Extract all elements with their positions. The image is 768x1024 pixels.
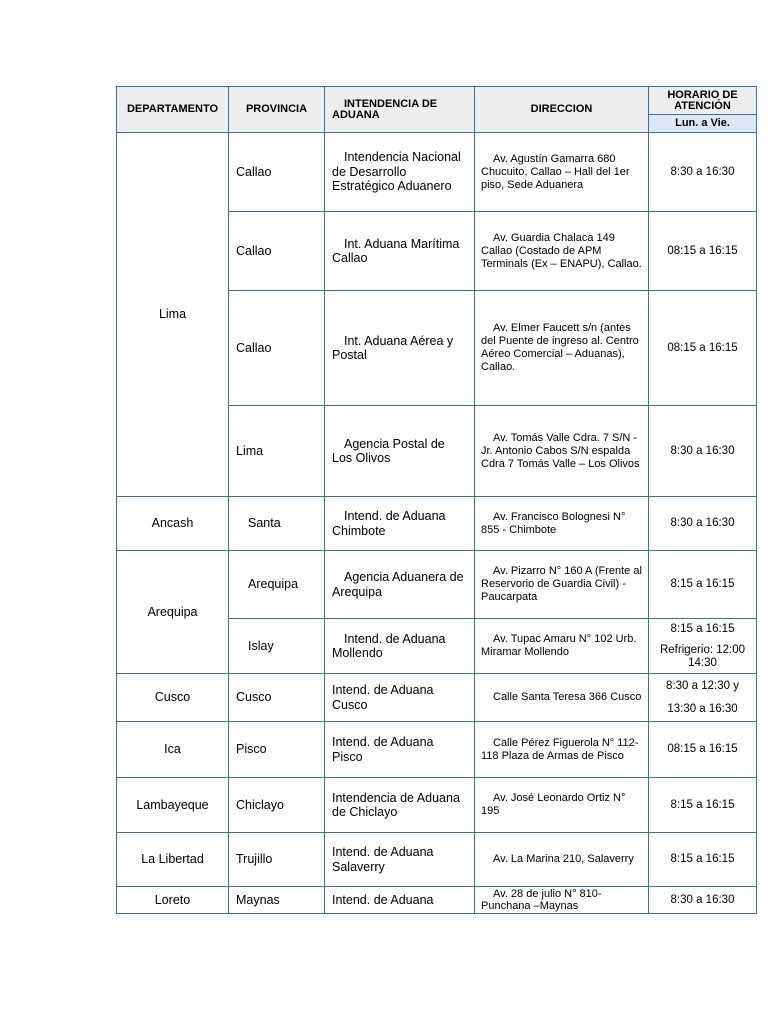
intendencia-cell <box>325 133 475 212</box>
direccion-cell <box>475 619 649 674</box>
intendencia-text: Int. Aduana Marítima Callao <box>332 236 460 265</box>
provincia-cell: Trujillo <box>229 833 325 887</box>
intendencia-cell <box>325 406 475 497</box>
departamento-cell: La Libertad <box>117 833 229 887</box>
horario-cell: 08:15 a 16:15 <box>649 212 757 291</box>
direccion-cell <box>475 833 649 887</box>
departamento-cell: Lambayeque <box>117 778 229 833</box>
provincia-cell: Callao <box>229 212 325 291</box>
provincia-cell: Pisco <box>229 722 325 778</box>
intendencia-cell: Intend. de Aduana Salaverry <box>325 833 475 887</box>
intendencia-cell <box>325 497 475 551</box>
provincia-cell: Lima <box>229 406 325 497</box>
direccion-cell <box>475 551 649 619</box>
header-horario: HORARIO DE ATENCIÓN <box>649 87 757 115</box>
header-intendencia-text: INTENDENCIA DE ADUANA <box>332 97 438 121</box>
horario-cell: 8:15 a 16:15 <box>649 551 757 619</box>
horario-text: 8:30 a 12:30 y <box>666 679 739 692</box>
direccion-cell <box>475 291 649 406</box>
table-row <box>117 887 757 914</box>
direccion-text: Av. Elmer Faucett s/n (antes del Puente de ingreso al. Centro Aéreo Comercial – Aduanas), Callao. <box>481 322 639 373</box>
provincia-cell: Santa <box>229 497 325 551</box>
horario-cell: 8:30 a 16:30 <box>649 133 757 212</box>
intendencia-cell: Intendencia de Aduana de Chiclayo <box>325 778 475 833</box>
direccion-text: Av. 28 de julio N° 810- Punchana –Maynas <box>481 888 602 912</box>
direccion-text: Av. Tomás Valle Cdra. 7 S/N - Jr. Antonio Cabos S/N espalda Cdra 7 Tomás Valle – Los Olivos <box>481 431 640 470</box>
horario-cell: 08:15 a 16:15 <box>649 291 757 406</box>
table-row <box>117 722 757 778</box>
intendencia-text: Agencia Postal de Los Olivos <box>332 436 445 465</box>
horario-cell: 8:30 a 16:30 <box>649 406 757 497</box>
provincia-cell: Callao <box>229 291 325 406</box>
direccion-text: Av. Pizarro N° 160 A (Frente al Reservorio de Guardia Civil) - Paucarpata <box>481 565 642 603</box>
intendencia-cell: Intend. de Aduana Cusco <box>325 674 475 722</box>
intendencia-cell <box>325 212 475 291</box>
direccion-text: Av. Agustín Gamarra 680 Chucuito, Callao – Hall del 1er piso, Sede Aduanera <box>481 152 630 191</box>
table-row <box>117 833 757 887</box>
intendencia-text: Intend. de Aduana Chimbote <box>332 509 446 538</box>
direccion-cell <box>475 212 649 291</box>
direccion-text: Av. Francisco Bolognesi N° 855 - Chimbote <box>481 510 626 536</box>
intendencia-cell: Intend. de Aduana Pisco <box>325 722 475 778</box>
provincia-cell: Cusco <box>229 674 325 722</box>
header-direccion: DIRECCION <box>475 87 649 133</box>
direccion-cell <box>475 133 649 212</box>
departamento-cell: Cusco <box>117 674 229 722</box>
header-intendencia <box>325 87 475 133</box>
direccion-text: Calle Santa Teresa 366 Cusco <box>493 691 642 703</box>
horario-text: 8:15 a 16:15 <box>670 622 735 635</box>
table-row <box>117 497 757 551</box>
direccion-text: Av. La Marina 210, Salaverry <box>493 853 634 865</box>
direccion-cell <box>475 887 649 914</box>
departamento-cell: Ica <box>117 722 229 778</box>
direccion-text: Calle Pérez Figuerola N° 112-118 Plaza de Armas de Pisco <box>481 736 639 762</box>
intendencia-cell <box>325 619 475 674</box>
horario-extra-text: Refrigerio: 12:00 14:30 <box>659 643 746 669</box>
direccion-cell <box>475 674 649 722</box>
intendencia-cell <box>325 551 475 619</box>
direccion-cell <box>475 497 649 551</box>
intendencia-text: Int. Aduana Aérea y Postal <box>332 333 454 362</box>
table-row <box>117 133 757 212</box>
header-horario-sub: Lun. a Vie. <box>649 115 757 133</box>
departamento-cell: Loreto <box>117 887 229 914</box>
intendencia-text: Agencia Aduanera de Arequipa <box>332 570 464 599</box>
provincia-cell: Islay <box>229 619 325 674</box>
horario-cell: 8:15 a 16:15 <box>649 778 757 833</box>
intendencia-text: Intendencia Nacional de Desarrollo Estratégico Aduanero <box>332 150 461 194</box>
intendencia-text: Intend. de Aduana Mollendo <box>332 631 446 660</box>
table-row <box>117 551 757 619</box>
horario-cell: 08:15 a 16:15 <box>649 722 757 778</box>
horario-cell: 8:30 a 16:30 <box>649 497 757 551</box>
departamento-cell: Ancash <box>117 497 229 551</box>
horario-cell: 8:30 a 16:30 <box>649 887 757 914</box>
intendencia-cell <box>325 291 475 406</box>
header-provincia: PROVINCIA <box>229 87 325 133</box>
direccion-cell <box>475 406 649 497</box>
provincia-cell: Callao <box>229 133 325 212</box>
horario-cell <box>649 619 757 674</box>
direccion-text: Av. Guardia Chalaca 149 Callao (Costado de APM Terminals (Ex – ENAPU), Callao. <box>481 231 642 270</box>
intendencia-cell: Intend. de Aduana <box>325 887 475 914</box>
provincia-cell: Maynas <box>229 887 325 914</box>
horario-cell <box>649 674 757 722</box>
header-departamento: DEPARTAMENTO <box>117 87 229 133</box>
direccion-cell <box>475 778 649 833</box>
provincia-cell: Chiclayo <box>229 778 325 833</box>
departamento-cell: Lima <box>117 133 229 497</box>
direccion-text: Av. Tupac Amaru N° 102 Urb. Miramar Mollendo <box>481 633 637 658</box>
table-row <box>117 778 757 833</box>
direccion-cell <box>475 722 649 778</box>
horario-extra-text: 13:30 a 16:30 <box>667 702 738 715</box>
table-row <box>117 674 757 722</box>
departamento-cell: Arequipa <box>117 551 229 674</box>
horario-cell: 8:15 a 16:15 <box>649 833 757 887</box>
aduanas-table <box>116 86 757 914</box>
provincia-cell: Arequipa <box>229 551 325 619</box>
direccion-text: Av. José Leonardo Ortiz N° 195 <box>481 792 626 817</box>
